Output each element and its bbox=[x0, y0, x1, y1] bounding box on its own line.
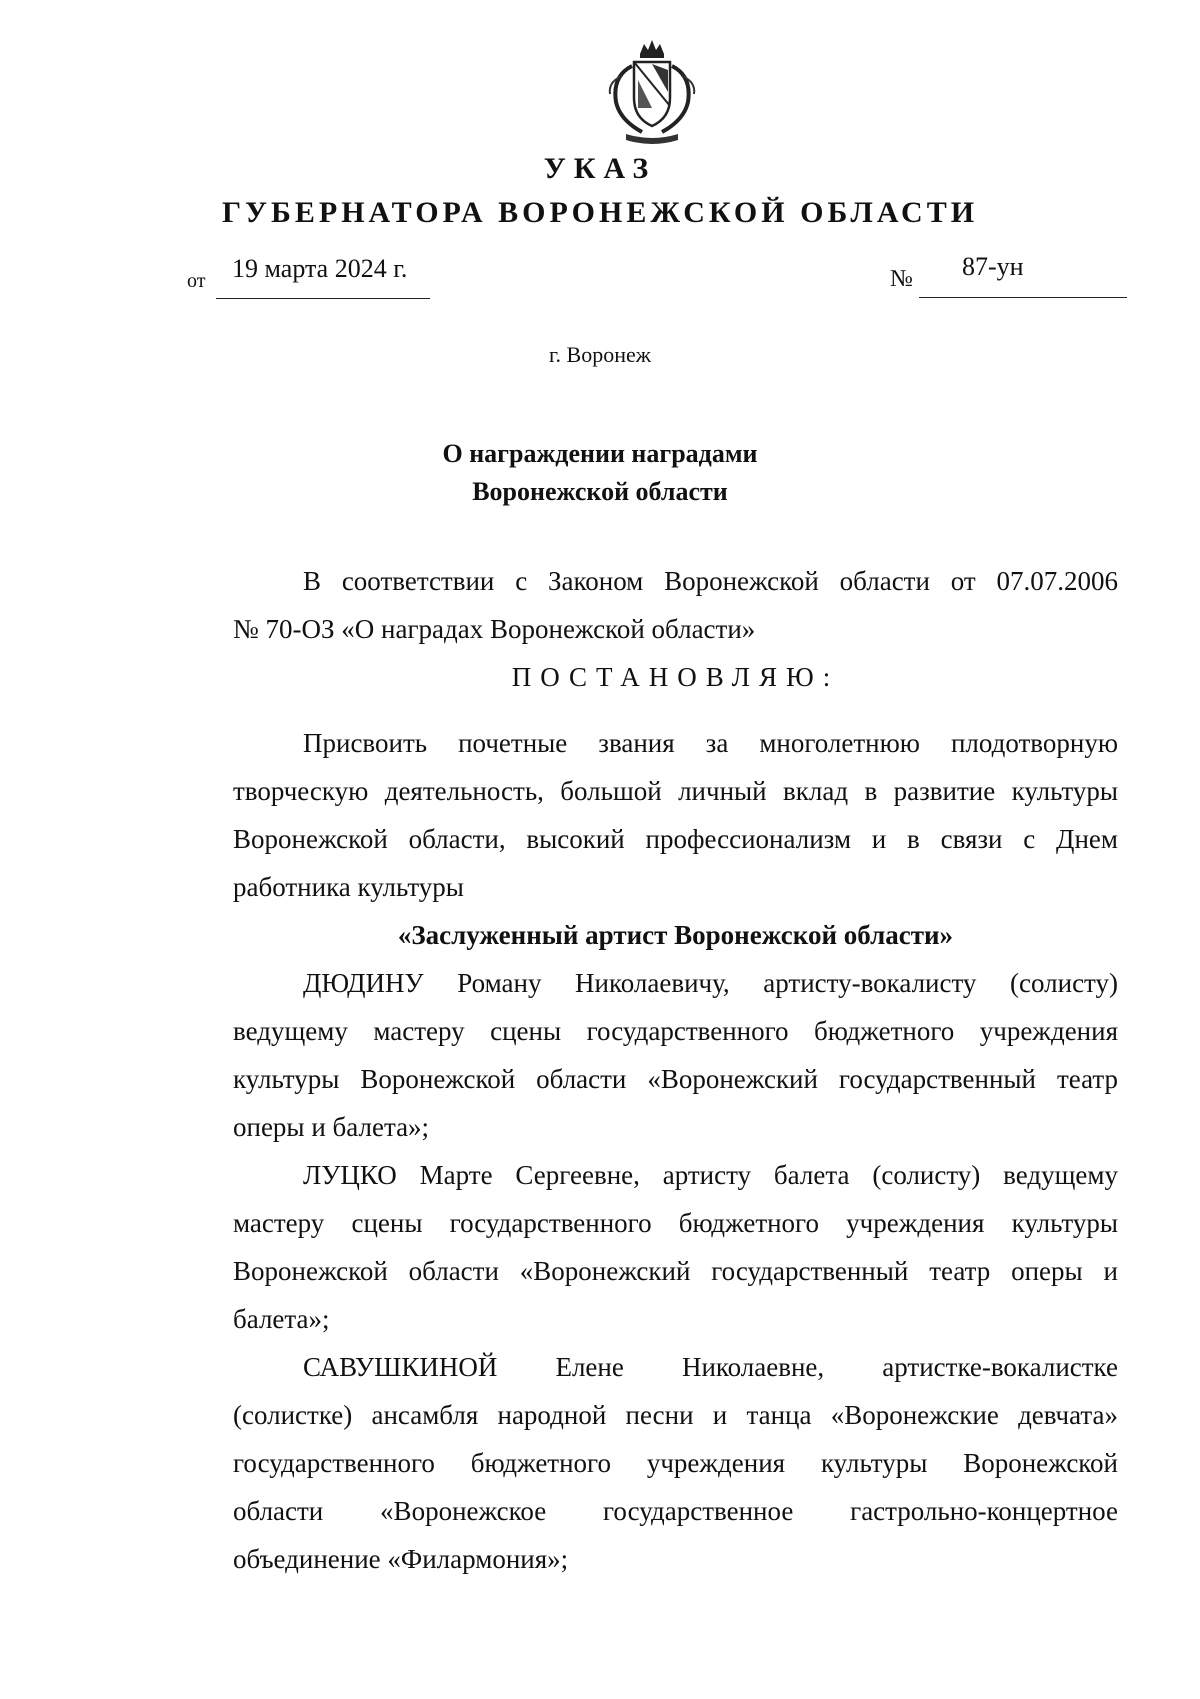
awardee-line: оперы и балета»; bbox=[233, 1112, 430, 1142]
document-number: 87-ун bbox=[962, 252, 1024, 281]
awardee-line: САВУШКИНОЙ Елене Николаевне, артистке-вокалистке bbox=[303, 1352, 1118, 1382]
awardee-line: объединение «Филармония»; bbox=[233, 1544, 569, 1574]
intro-line: Присвоить почетные звания за многолетнюю плодотворную bbox=[303, 728, 1118, 758]
preamble-line: В соответствии с Законом Воронежской области от 07.07.2006 bbox=[303, 566, 1118, 596]
awardee-line: (солистке) ансамбля народной песни и танца «Воронежские девчата» bbox=[233, 1400, 1118, 1430]
decree-heading: ПОСТАНОВЛЯЮ: bbox=[511, 662, 840, 692]
document-type-title: УКАЗ bbox=[543, 152, 657, 185]
intro-line: Воронежской области, высокий профессионализм и в связи с Днем bbox=[233, 824, 1118, 854]
city: г. Воронеж bbox=[549, 342, 651, 367]
subject-line: О награждении наградами bbox=[442, 439, 758, 468]
issuer-title: ГУБЕРНАТОРА ВОРОНЕЖСКОЙ ОБЛАСТИ bbox=[221, 196, 979, 229]
awardee-line: ведущему мастеру сцены государственного бюджетного учреждения bbox=[233, 1016, 1118, 1046]
awardee-line: балета»; bbox=[233, 1304, 330, 1334]
awardee-line: ЛУЦКО Марте Сергеевне, артисту балета (солисту) ведущему bbox=[303, 1160, 1118, 1190]
awardee-line: государственного бюджетного учреждения культуры Воронежской bbox=[233, 1448, 1118, 1478]
intro-line: творческую деятельность, большой личный вклад в развитие культуры bbox=[233, 776, 1118, 806]
number-prefix: № bbox=[890, 266, 913, 292]
document-date: 19 марта 2024 г. bbox=[232, 254, 408, 283]
number-underline bbox=[919, 297, 1127, 298]
awardee-line: мастеру сцены государственного бюджетного учреждения культуры bbox=[233, 1208, 1118, 1238]
awardee-line: ДЮДИНУ Роману Николаевичу, артисту-вокалисту (солисту) bbox=[303, 968, 1118, 998]
date-underline bbox=[216, 298, 430, 299]
award-title: «Заслуженный артист Воронежской области» bbox=[397, 920, 954, 950]
subject-line: Воронежской области bbox=[472, 477, 728, 506]
preamble-line: № 70-ОЗ «О наградах Воронежской области» bbox=[233, 614, 756, 644]
intro-line: работника культуры bbox=[233, 872, 464, 902]
awardee-line: Воронежской области «Воронежский государственный театр оперы и bbox=[233, 1256, 1118, 1286]
awardee-line: области «Воронежское государственное гастрольно-концертное bbox=[233, 1496, 1118, 1526]
document-subject bbox=[0, 435, 1200, 511]
awardee-line: культуры Воронежской области «Воронежский государственный театр bbox=[233, 1064, 1118, 1094]
date-prefix: от bbox=[187, 270, 206, 292]
voronezh-coat-of-arms-icon bbox=[602, 36, 702, 148]
